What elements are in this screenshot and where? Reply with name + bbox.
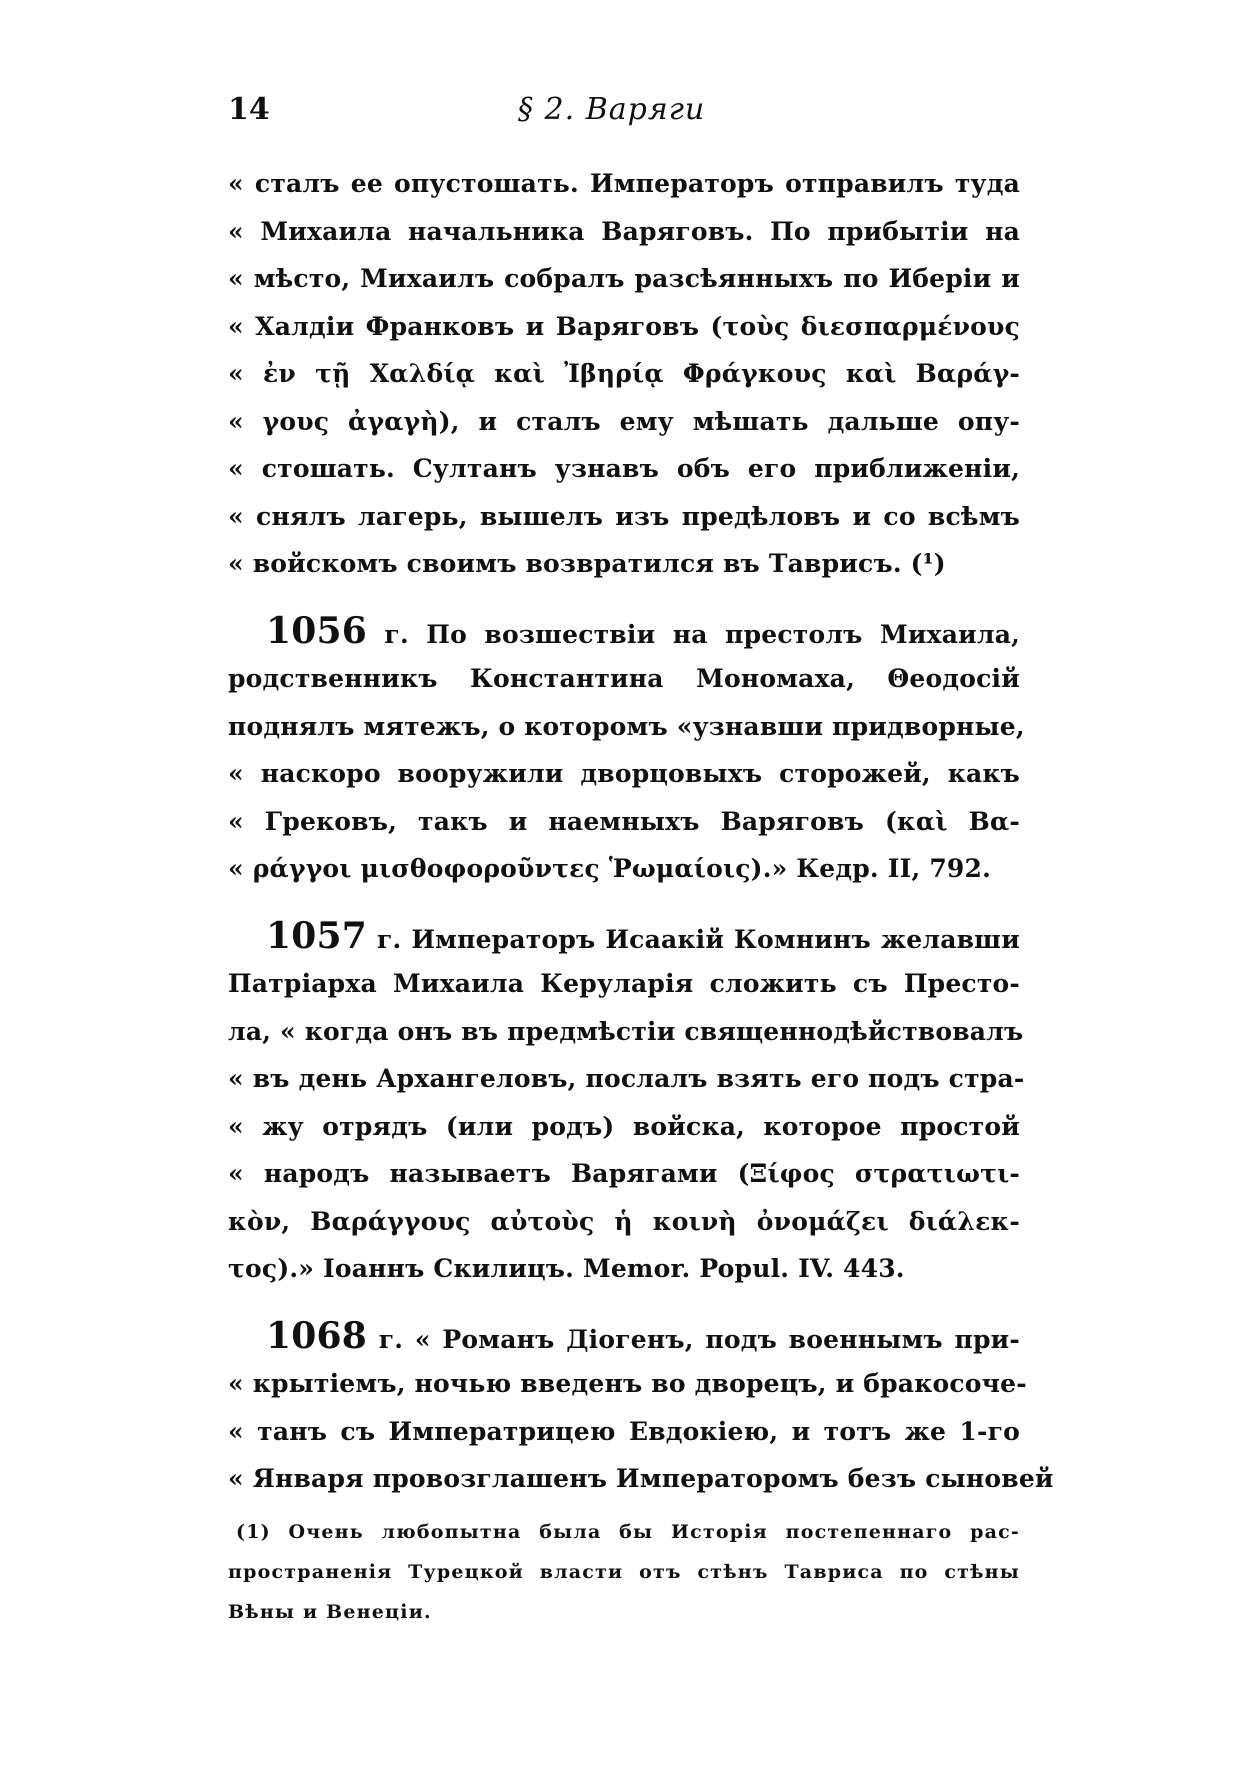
text-line: « γους ἀγαγὴ), и сталъ ему мѣшать дальше опу- <box>228 406 1020 436</box>
text-line: « снялъ лагерь, вышелъ изъ предѣловъ и со всѣмъ <box>228 501 1020 531</box>
text-line: « жу отрядъ (или родъ) войска, которое простой <box>228 1111 1020 1141</box>
text-line: ла, « когда онъ въ предмѣстіи священнодѣйствовалъ <box>228 1016 1024 1046</box>
page-header <box>228 92 1020 142</box>
text-run: г. Императоръ Исаакій Комнинъ желавши <box>367 924 1020 954</box>
paragraph-first-line <box>228 913 1020 961</box>
running-head: § 2. Варяги <box>518 92 706 127</box>
text-line: « народъ называетъ Варягами (Ξίφος στρατιωτι- <box>228 1159 1020 1188</box>
text-run: г. « Романъ Діогенъ, подъ военнымъ при- <box>367 1324 1020 1354</box>
text-line: « войскомъ своимъ возвратился въ Таврисъ. (¹) <box>228 549 946 578</box>
text-line: « сталъ ее опустошать. Императоръ отправилъ туда <box>228 169 1020 198</box>
text-line: « въ день Архангеловъ, послалъ взять его подъ стра- <box>228 1064 1025 1093</box>
text-line: « мѣсто, Михаилъ собралъ разсѣянныхъ по Иберіи и <box>228 264 1020 293</box>
paragraph-1068 <box>228 1313 1054 1503</box>
text-line: « наскоро вооружили дворцовыхъ сторожей, какъ <box>228 759 1020 788</box>
text-line: « танъ съ Императрицею Евдокіею, и тотъ же 1-го <box>228 1416 1020 1446</box>
text-line: « стошать. Султанъ узнавъ объ его приближеніи, <box>228 454 1020 483</box>
text-line: « Михаила начальника Варяговъ. По прибытіи на <box>228 216 1020 246</box>
footnote-line: Вѣны и Венеціи. <box>228 1601 432 1623</box>
paragraph <box>228 160 1020 588</box>
text-line: родственникъ Константина Мономаха, Θеодосій <box>228 664 1020 693</box>
text-line: « Января провозглашенъ Императоромъ безъ сыновей <box>228 1464 1054 1493</box>
text-line: « ἐν τῇ Χαλδίᾳ καὶ Ἰβηρίᾳ Φράγκους καὶ Βαράγ- <box>228 359 1020 388</box>
body-text <box>228 160 1054 1503</box>
text-line: τος).» Іоаннъ Скилицъ. Memor. Popul. IV. 443. <box>228 1254 905 1283</box>
text-line: « ράγγοι μισθοφοροῦντες Ῥωμαίοις).» Кедр. II, 792. <box>228 854 992 883</box>
footnote-line: (1) Очень любопытна была бы Исторія постепеннаго рас- <box>236 1521 1020 1543</box>
text-run: г. По возшествіи на престолъ Михаила, <box>367 619 1020 649</box>
text-line: поднялъ мятежъ, о которомъ «узнавши придворные, <box>228 711 1025 741</box>
year-label: 1056 <box>266 609 367 652</box>
page-number: 14 <box>228 92 270 127</box>
paragraph-1057 <box>228 913 1025 1293</box>
text-line: « крытіемъ, ночью введенъ во дворецъ, и бракосоче- <box>228 1369 1027 1398</box>
text-line: « Грековъ, такъ и наемныхъ Варяговъ (καὶ Βα- <box>228 806 1020 836</box>
paragraph-first-line <box>228 1313 1020 1361</box>
text-line: Патріарха Михаила Керуларія сложить съ Престо- <box>228 969 1020 998</box>
year-label: 1068 <box>266 1314 367 1357</box>
footnote-line: пространенія Турецкой власти отъ стѣнъ Тавриса по стѣны <box>228 1561 1020 1583</box>
year-label: 1057 <box>266 914 367 957</box>
paragraph-first-line <box>228 608 1020 656</box>
text-line: « Халдіи Франковъ и Варяговъ (τοὺς διεσπαρμένους <box>228 311 1020 341</box>
text-line: κὸν, Βαράγγους αὐτοὺς ἡ κοινὴ ὀνομάζει διάλεκ- <box>228 1206 1020 1236</box>
paragraph-1056 <box>228 608 1025 893</box>
footnote <box>228 1512 1020 1632</box>
